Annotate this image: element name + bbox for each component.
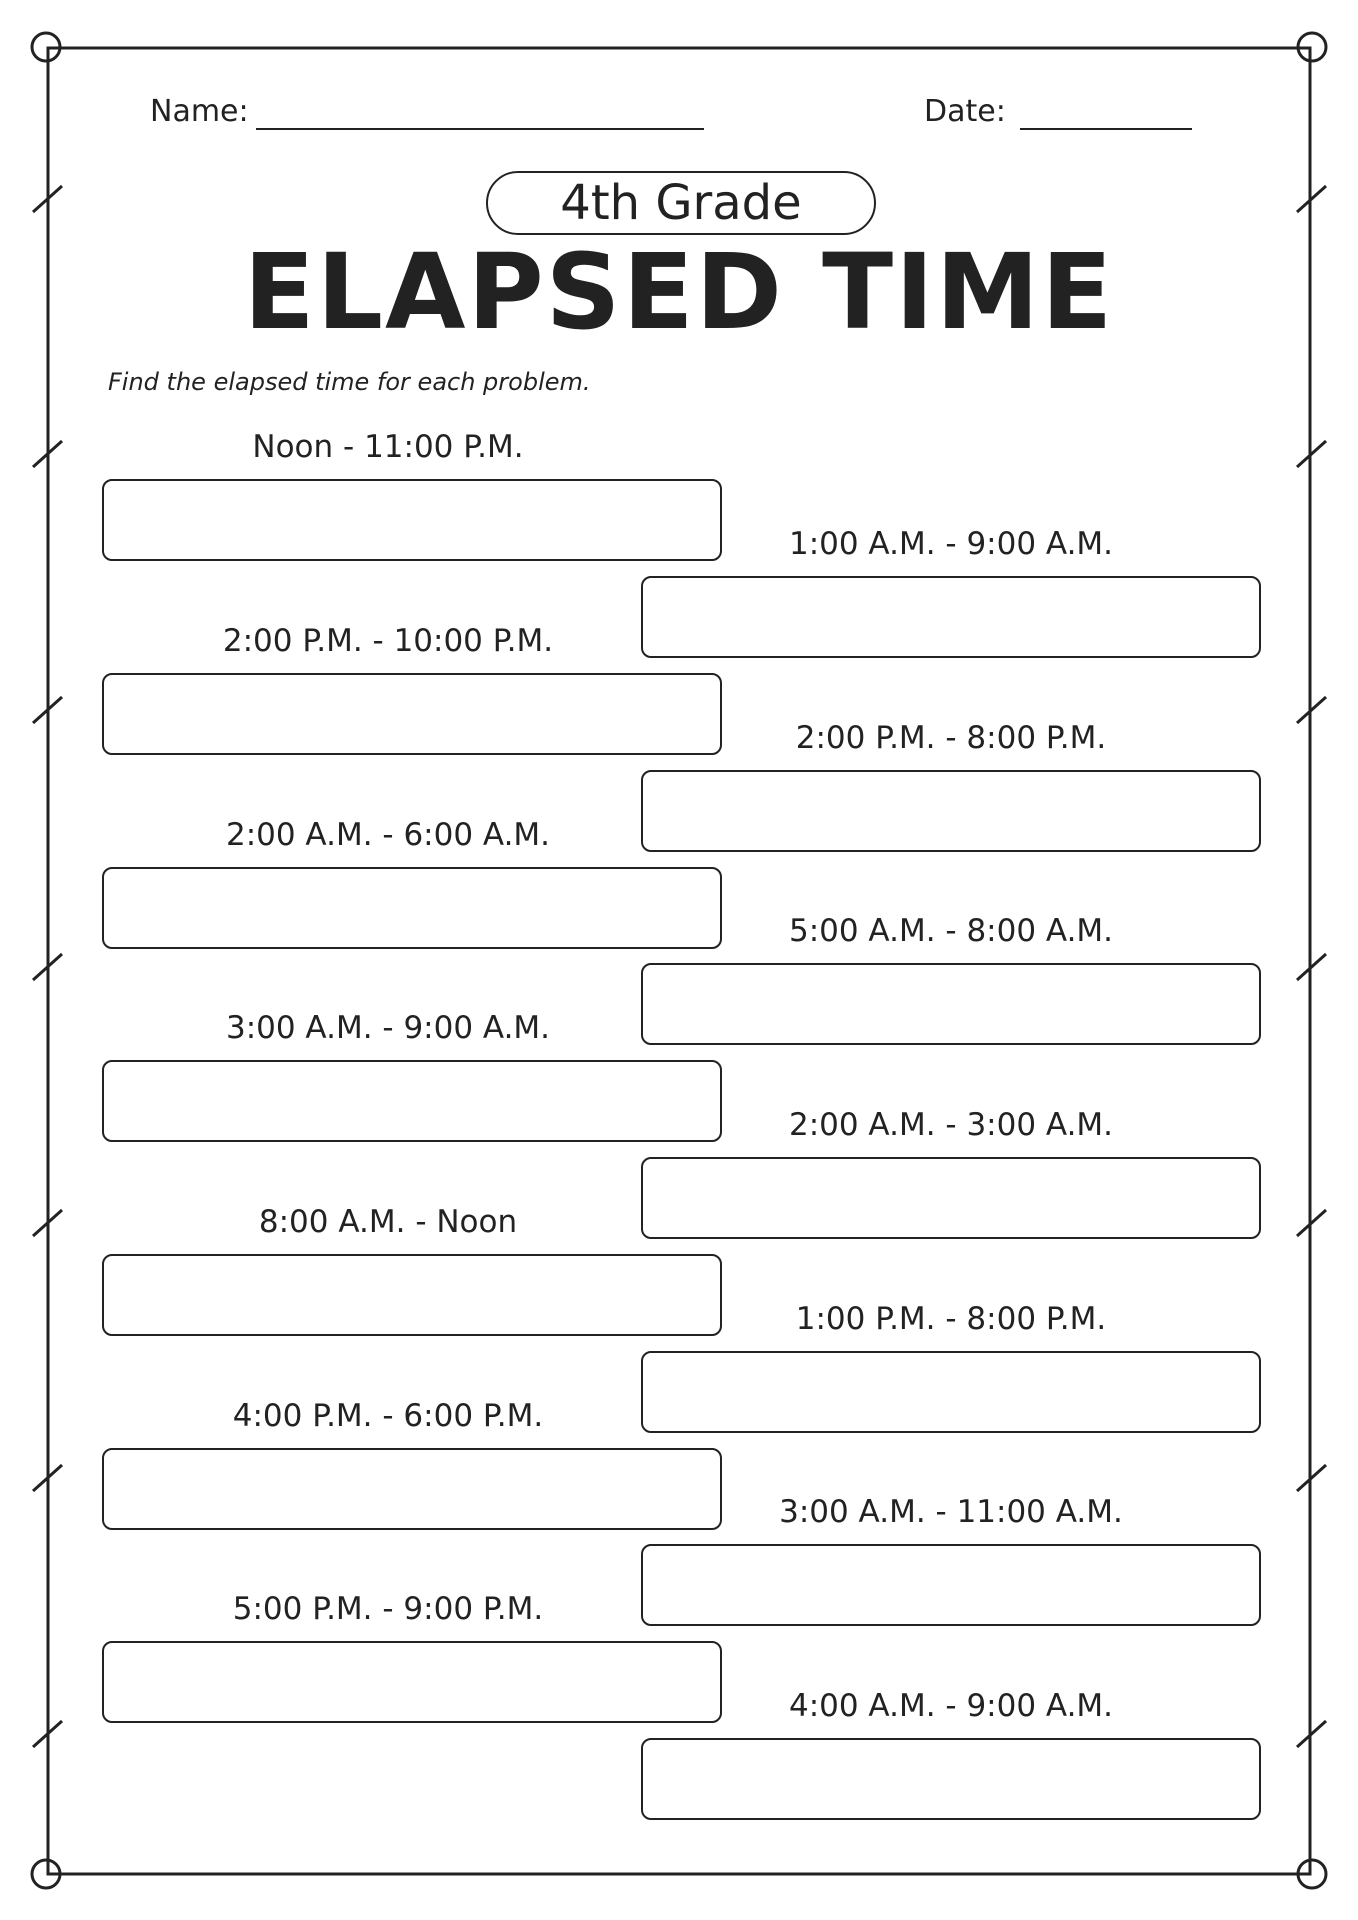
- answer-box[interactable]: [641, 1351, 1261, 1433]
- problem-time-range: 2:00 A.M. - 3:00 A.M.: [788, 1107, 1114, 1143]
- problem-time-range: 2:00 A.M. - 6:00 A.M.: [225, 817, 551, 853]
- answer-box[interactable]: [641, 1738, 1261, 1820]
- answer-box[interactable]: [102, 1254, 722, 1336]
- answer-box[interactable]: [641, 1544, 1261, 1626]
- answer-box[interactable]: [641, 770, 1261, 852]
- problem-time-range: 2:00 P.M. - 10:00 P.M.: [222, 623, 554, 659]
- name-field[interactable]: [256, 128, 704, 130]
- page-title: ELAPSED TIME: [243, 231, 1115, 353]
- problem-time-range: 1:00 A.M. - 9:00 A.M.: [788, 526, 1114, 562]
- problem-time-range: 2:00 P.M. - 8:00 P.M.: [795, 720, 1107, 756]
- problem-time-range: 5:00 P.M. - 9:00 P.M.: [232, 1591, 544, 1627]
- problem-time-range: 3:00 A.M. - 9:00 A.M.: [225, 1010, 551, 1046]
- problem-time-range: 4:00 P.M. - 6:00 P.M.: [232, 1398, 544, 1434]
- problem-time-range: 5:00 A.M. - 8:00 A.M.: [788, 913, 1114, 949]
- grade-badge: [486, 171, 876, 235]
- name-label: Name:: [150, 94, 249, 129]
- answer-box[interactable]: [102, 1448, 722, 1530]
- problem-time-range: 4:00 A.M. - 9:00 A.M.: [788, 1688, 1114, 1724]
- instructions: Find the elapsed time for each problem.: [108, 368, 591, 396]
- problem-time-range: Noon - 11:00 P.M.: [252, 429, 524, 465]
- date-field[interactable]: [1020, 128, 1192, 130]
- problem-time-range: 8:00 A.M. - Noon: [258, 1204, 518, 1240]
- date-label: Date:: [924, 94, 1006, 129]
- grade-badge-text: 4th Grade: [560, 175, 802, 231]
- answer-box[interactable]: [641, 1157, 1261, 1239]
- answer-box[interactable]: [102, 867, 722, 949]
- answer-box[interactable]: [102, 1060, 722, 1142]
- problem-time-range: 1:00 P.M. - 8:00 P.M.: [795, 1301, 1107, 1337]
- answer-box[interactable]: [102, 673, 722, 755]
- answer-box[interactable]: [102, 1641, 722, 1723]
- answer-box[interactable]: [641, 963, 1261, 1045]
- problem-time-range: 3:00 A.M. - 11:00 A.M.: [779, 1494, 1123, 1530]
- answer-box[interactable]: [102, 479, 722, 561]
- answer-box[interactable]: [641, 576, 1261, 658]
